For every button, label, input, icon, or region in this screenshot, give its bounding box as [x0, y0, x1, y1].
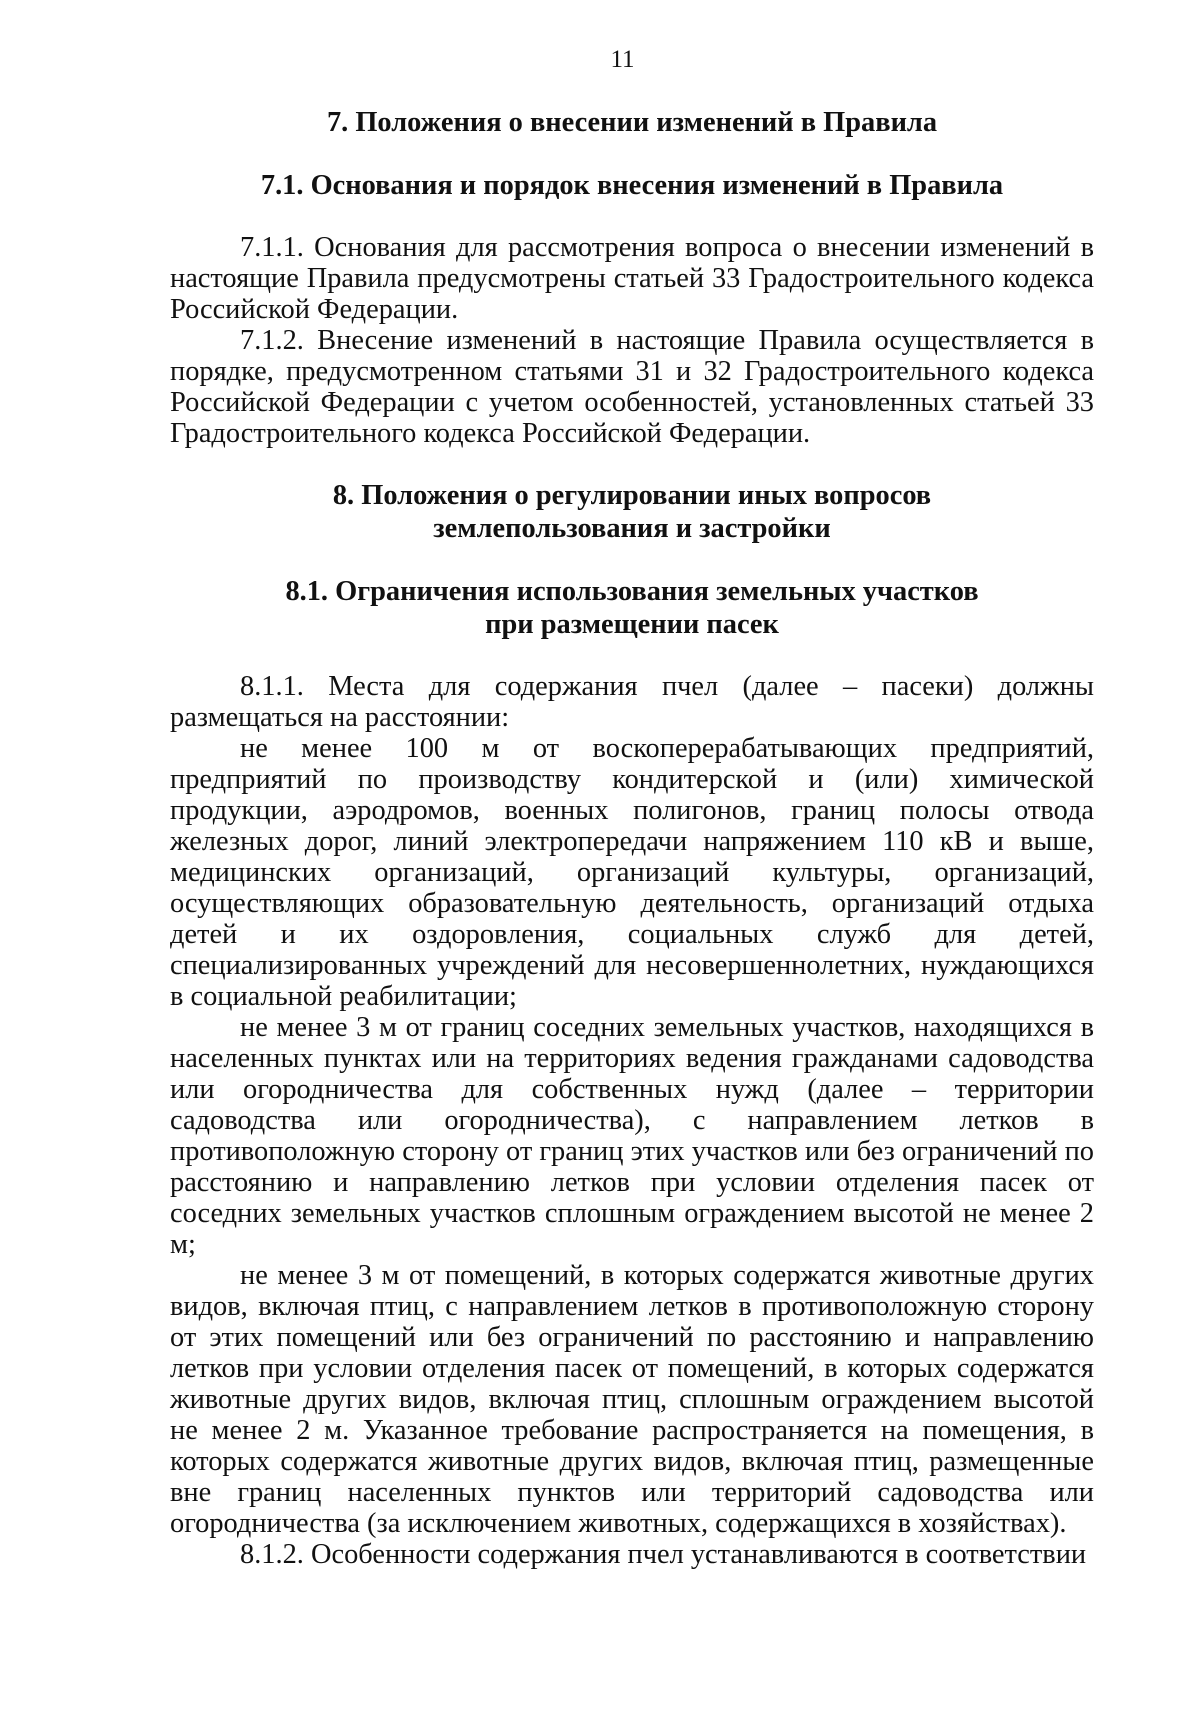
document-body: [170, 100, 1094, 1570]
section-8-heading-line-1: 8. Положения о регулировании иных вопросов: [332, 480, 932, 511]
paragraph-8-1-1-item-a: не менее 100 м от воскоперерабатывающих предприятий, предприятий по производству кондитерской и (или) химической продукции, аэродромов, военных полигонов, границ полосы отвода железных дорог, линий электропередачи напряжением 110 кВ и выше, медицинских организаций, организаций культуры, организаций, осуществляющих образовательную деятельность, организаций отдыха детей и их оздоровления, социальных служб для детей, специализированных учреждений для несовершеннолетних, нуждающихся в социальной реабилитации;: [170, 733, 1094, 1012]
paragraph-8-1-2: 8.1.2. Особенности содержания пчел устанавливаются в соответствии: [240, 1539, 1087, 1570]
section-8-1-heading-line-2: при размещении пасек: [485, 609, 779, 640]
paragraph-8-1-1-item-c: не менее 3 м от помещений, в которых содержатся животные других видов, включая птиц, с направлением летков в противоположную сторону от этих помещений или без ограничений по расстоянию и направлению летков при условии отделения пасек от помещений, в которых содержатся животные других видов, включая птиц, сплошным ограждением высотой не менее 2 м. Указанное требование распространяется на помещения, в которых содержатся животные других видов, включая птиц, размещенные вне границ населенных пунктов или территорий садоводства или огородничества (за исключением животных, содержащихся в хозяйствах).: [170, 1260, 1094, 1539]
page-number: 11: [610, 46, 635, 73]
paragraph-8-1-1-item-b: не менее 3 м от границ соседних земельных участков, находящихся в населенных пунктах или на территориях ведения гражданами садоводства или огородничества для собственных нужд (далее – территории садоводства или огородничества), с направлением летков в противоположную сторону от границ этих участков или без ограничений по расстоянию и направлению летков при условии отделения пасек от соседних земельных участков сплошным ограждением высотой не менее 2 м;: [170, 1012, 1094, 1260]
section-7-1-heading: 7.1. Основания и порядок внесения изменений в Правила: [260, 170, 1004, 201]
section-8-1-heading-line-1: 8.1. Ограничения использования земельных участков: [285, 576, 979, 607]
section-8-heading: [170, 479, 1094, 545]
section-7-heading: 7. Положения о внесении изменений в Правила: [326, 107, 938, 138]
paragraph-7-1-1: 7.1.1. Основания для рассмотрения вопроса о внесении изменений в настоящие Правила предусмотрены статьей 33 Градостроительного кодекса Российской Федерации.: [170, 232, 1094, 325]
paragraph-8-1-1: 8.1.1. Места для содержания пчел (далее – пасеки) должны размещаться на расстоянии:: [170, 671, 1094, 733]
section-8-heading-line-2: землепользования и застройки: [433, 513, 831, 544]
section-8-1-heading: [170, 575, 1094, 641]
paragraph-7-1-2: 7.1.2. Внесение изменений в настоящие Правила осуществляется в порядке, предусмотренном статьями 31 и 32 Градостроительного кодекса Российской Федерации с учетом особенностей, установленных статьей 33 Градостроительного кодекса Российской Федерации.: [170, 325, 1094, 449]
